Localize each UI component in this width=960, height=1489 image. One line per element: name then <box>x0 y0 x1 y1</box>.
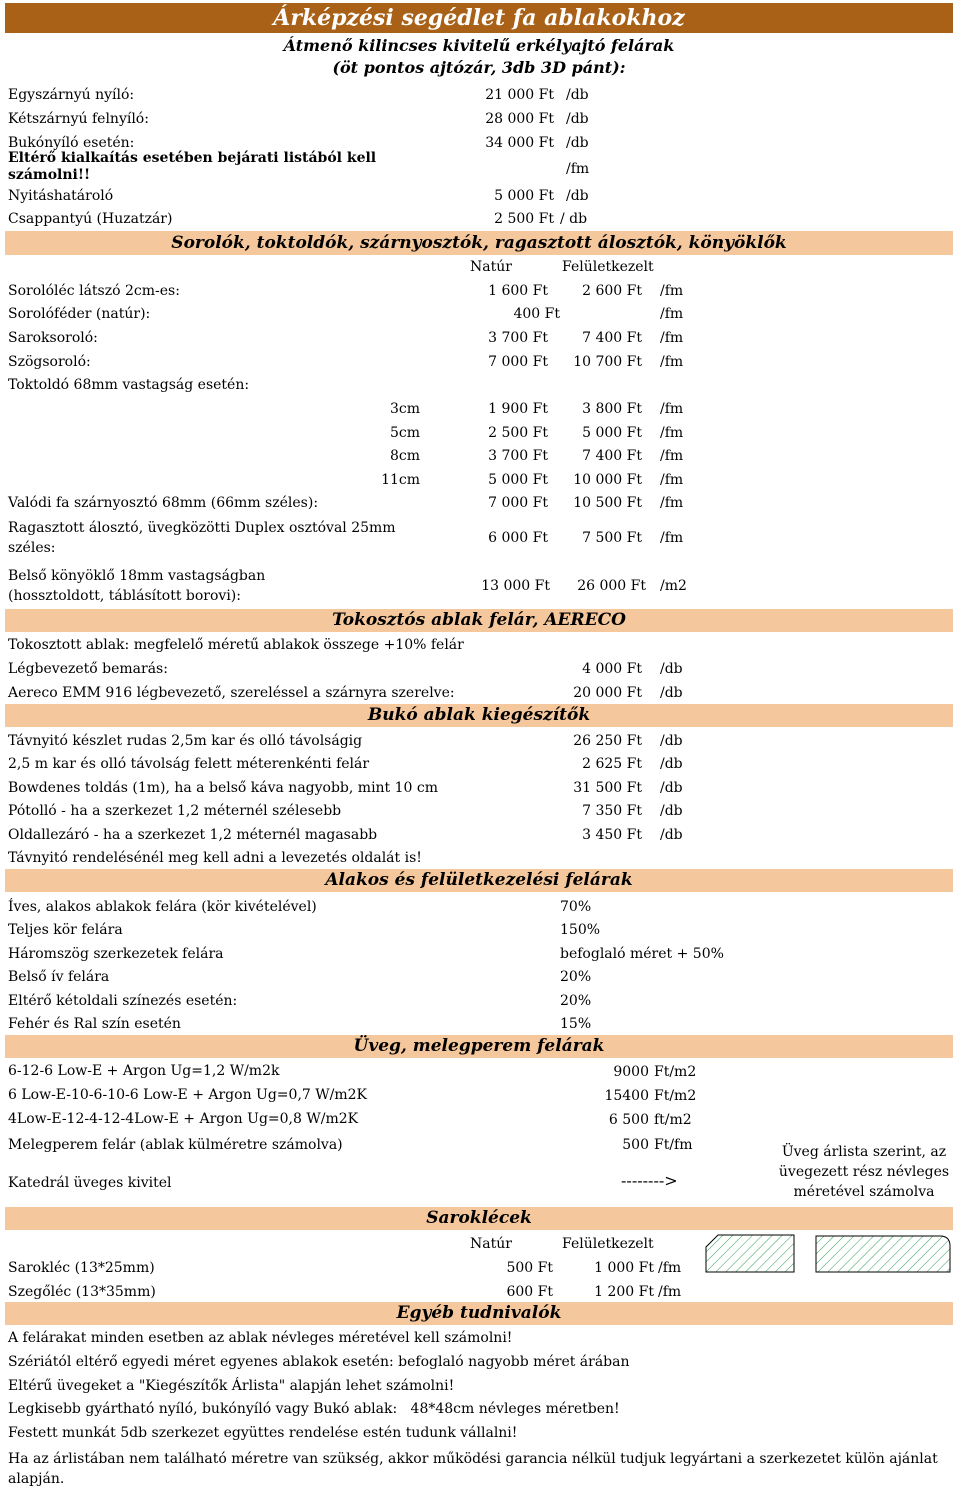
door-price: 21 000 Ft <box>485 87 554 103</box>
col-surface: Felületkezelt <box>562 259 654 275</box>
buko-price: 2 625 Ft <box>582 756 642 772</box>
corner-natur: 600 Ft <box>506 1284 553 1300</box>
bars-label: Saroksoroló: <box>8 330 98 346</box>
door-unit: /db <box>566 111 589 127</box>
glass-label: 4Low-E-12-4-12-4Low-E + Argon Ug=0,8 W/m2K <box>8 1111 359 1127</box>
buko-unit: /db <box>660 827 683 843</box>
glass-price: 15400 <box>604 1088 649 1104</box>
bars-title: Sorolók, toktoldók, szárnyosztók, ragasztott álosztók, könyöklők <box>171 233 787 253</box>
glass-unit: Ft/fm <box>654 1137 693 1153</box>
edge-strip-profile <box>812 1228 954 1278</box>
glass-note: Üveg árlista szerint, az üvegezett rész névleges méretével számolva <box>778 1144 950 1200</box>
title-band <box>5 3 953 33</box>
glass-label: Melegperem felár (ablak külméretre számolva) <box>8 1137 343 1153</box>
corner-band <box>5 1207 953 1230</box>
buko-label: Oldallezáró - ha a szerkezet 1,2 méternél magasabb <box>8 827 378 843</box>
door-unit: / db <box>560 211 588 227</box>
glass-price: 9000 <box>613 1064 649 1080</box>
door-label: Csappantyú (Huzatzár) <box>8 211 173 227</box>
bars-natur: 400 Ft <box>513 306 560 322</box>
buko-unit: /db <box>660 756 683 772</box>
bars-size: 11cm <box>381 472 420 488</box>
door-unit: /db <box>566 188 589 204</box>
other-line: Ha az árlistában nem található méretre van szükség, akkor működési garancia nélkül tudjuk legyártani a szerkezetet külön ajánlat alapján. <box>8 1451 938 1487</box>
door-label: Egyszárnyú nyíló: <box>8 87 135 103</box>
buko-label: Pótolló - ha a szerkezet 1,2 méternél szélesebb <box>8 803 342 819</box>
glass-band <box>5 1035 953 1058</box>
buko-price: 3 450 Ft <box>582 827 642 843</box>
bars-size: 5cm <box>389 425 420 441</box>
door-price: 34 000 Ft <box>485 135 554 151</box>
shape-value: 20% <box>560 993 592 1009</box>
tok-label: Aereco EMM 916 légbevezető, szereléssel a szárnyra szerelve: <box>8 685 455 701</box>
shape-band <box>5 869 953 892</box>
bars-surface: 5 000 Ft <box>582 425 642 441</box>
bars-unit: /fm <box>660 330 684 346</box>
tok-price: 4 000 Ft <box>582 661 642 677</box>
door-price: 28 000 Ft <box>485 111 554 127</box>
bars-natur: 6 000 Ft <box>488 530 548 546</box>
other-title: Egyéb tudnivalók <box>396 1303 562 1323</box>
other-line: Eltérű üvegeket a "Kiegészítők Árlista" alapján lehet számolni! <box>8 1378 455 1394</box>
corner-surface: 1 000 Ft <box>594 1260 654 1276</box>
door-heading-1: Átmenő kilincses kivitelű erkélyajtó felárak <box>283 36 675 55</box>
buko-label: Bowdenes toldás (1m), ha a belső káva nagyobb, mint 10 cm <box>8 780 439 796</box>
bars-surface: 7 500 Ft <box>582 530 642 546</box>
other-line: Festett munkát 5db szerkezet együttes rendelése estén tudunk vállalni! <box>8 1425 518 1441</box>
bars-surface: 26 000 Ft <box>577 578 646 594</box>
shape-value: 15% <box>560 1016 592 1032</box>
shape-title: Alakos és felületkezelési felárak <box>325 870 633 890</box>
buko-unit: /db <box>660 803 683 819</box>
other-line: A felárakat minden esetben az ablak névleges méretével kell számolni! <box>8 1330 513 1346</box>
glass-arrow: --------> <box>621 1171 678 1190</box>
bars-unit: /fm <box>660 530 684 546</box>
shape-label: Fehér és Ral szín esetén <box>8 1016 181 1032</box>
glass-unit: ft/m2 <box>654 1112 692 1128</box>
shape-value: befoglaló méret + 50% <box>560 946 724 962</box>
bars-label: Valódi fa szárnyosztó 68mm (66mm széles): <box>8 495 319 511</box>
corner-col-surface: Felületkezelt <box>562 1236 654 1252</box>
buko-title: Bukó ablak kiegészítők <box>367 705 591 725</box>
other-line: Szériától eltérő egyedi méret egyenes ablakok esetén: befoglaló nagyobb méret árában <box>8 1354 630 1370</box>
bars-size: 8cm <box>389 448 420 464</box>
glass-label: 6 Low-E-10-6-10-6 Low-E + Argon Ug=0,7 W/m2K <box>8 1087 367 1103</box>
buko-price: 31 500 Ft <box>573 780 642 796</box>
bars-label: Toktoldó 68mm vastagság esetén: <box>8 377 250 393</box>
corner-col-natur: Natúr <box>470 1236 512 1252</box>
buko-label: Távnyitó készlet rudas 2,5m kar és olló távolságig <box>8 733 363 749</box>
glass-label: Katedrál üveges kivitel <box>8 1175 172 1191</box>
buko-note: Távnyitó rendelésénél meg kell adni a levezetés oldalát is! <box>8 850 422 866</box>
bars-surface: 10 700 Ft <box>573 354 642 370</box>
shape-value: 70% <box>560 899 592 915</box>
bars-surface: 10 000 Ft <box>573 472 642 488</box>
bars-unit: /fm <box>660 448 684 464</box>
door-heading-2: (öt pontos ajtózár, 3db 3D pánt): <box>332 58 626 77</box>
bars-natur: 13 000 Ft <box>481 578 550 594</box>
other-band <box>5 1302 953 1325</box>
bars-surface: 7 400 Ft <box>582 330 642 346</box>
door-unit: /fm <box>566 161 590 177</box>
tok-title: Tokosztós ablak felár, AERECO <box>332 610 626 630</box>
tok-band <box>5 609 953 632</box>
corner-strip-profile <box>700 1228 800 1278</box>
tok-unit: /db <box>660 661 683 677</box>
page-title: Árképzési segédlet fa ablakokhoz <box>273 5 685 31</box>
bars-unit: /fm <box>660 425 684 441</box>
bars-unit: /fm <box>660 495 684 511</box>
bars-natur: 7 000 Ft <box>488 354 548 370</box>
col-natur: Natúr <box>470 259 512 275</box>
shape-label: Teljes kör felára <box>8 922 123 938</box>
glass-price: 6 500 <box>608 1112 649 1128</box>
tok-price: 20 000 Ft <box>573 685 642 701</box>
bars-unit: /m2 <box>660 578 687 594</box>
bars-natur: 3 700 Ft <box>488 448 548 464</box>
buko-price: 7 350 Ft <box>582 803 642 819</box>
corner-unit: /fm <box>658 1284 682 1300</box>
bars-natur: 1 600 Ft <box>488 283 548 299</box>
door-price: 5 000 Ft <box>494 188 554 204</box>
door-price: 2 500 Ft <box>494 211 554 227</box>
bars-natur: 5 000 Ft <box>488 472 548 488</box>
corner-natur: 500 Ft <box>506 1260 553 1276</box>
bars-size: 3cm <box>389 401 420 417</box>
corner-label: Szegőléc (13*35mm) <box>8 1284 156 1300</box>
bars-natur: 2 500 Ft <box>488 425 548 441</box>
bars-natur: 3 700 Ft <box>488 330 548 346</box>
door-unit: /db <box>566 87 589 103</box>
bars-label: Sorolóféder (natúr): <box>8 306 151 322</box>
tok-label: Tokosztott ablak: megfelelő méretű ablakok összege +10% felár <box>8 637 464 653</box>
glass-unit: Ft/m2 <box>654 1064 697 1080</box>
bars-natur: 7 000 Ft <box>488 495 548 511</box>
corner-unit: /fm <box>658 1260 682 1276</box>
shape-value: 150% <box>560 922 601 938</box>
shape-label: Belső ív felára <box>8 969 110 985</box>
bars-unit: /fm <box>660 306 684 322</box>
other-line: Legkisebb gyártható nyíló, bukónyíló vagy Bukó ablak: 48*48cm névleges méretben! <box>8 1401 620 1417</box>
door-label: Nyitáshatároló <box>8 188 114 204</box>
bars-surface: 3 800 Ft <box>582 401 642 417</box>
bars-label: Sorolóléc látszó 2cm-es: <box>8 283 180 299</box>
glass-label: 6-12-6 Low-E + Argon Ug=1,2 W/m2k <box>8 1063 280 1079</box>
tok-label: Légbevezető bemarás: <box>8 661 168 677</box>
corner-title: Saroklécek <box>426 1208 532 1228</box>
buko-unit: /db <box>660 733 683 749</box>
door-unit: /db <box>566 135 589 151</box>
bars-label: Szögsoroló: <box>8 354 91 370</box>
bars-surface: 7 400 Ft <box>582 448 642 464</box>
bars-band <box>5 231 953 255</box>
door-label: Kétszárnyú felnyíló: <box>8 111 149 127</box>
bars-natur: 1 900 Ft <box>488 401 548 417</box>
bars-label: Belső könyöklő 18mm vastagságban (hossztoldott, táblásított borovi): <box>8 568 266 604</box>
buko-price: 26 250 Ft <box>573 733 642 749</box>
glass-title: Üveg, melegperem felárak <box>353 1036 605 1056</box>
buko-band <box>5 704 953 727</box>
glass-price: 500 <box>622 1137 649 1153</box>
shape-label: Háromszög szerkezetek felára <box>8 946 224 962</box>
tok-unit: /db <box>660 685 683 701</box>
corner-label: Sarokléc (13*25mm) <box>8 1260 155 1276</box>
glass-unit: Ft/m2 <box>654 1088 697 1104</box>
bars-unit: /fm <box>660 401 684 417</box>
corner-surface: 1 200 Ft <box>594 1284 654 1300</box>
bars-surface: 10 500 Ft <box>573 495 642 511</box>
buko-unit: /db <box>660 780 683 796</box>
shape-label: Eltérő kétoldali színezés esetén: <box>8 993 238 1009</box>
bars-label: Ragasztott álosztó, üvegközötti Duplex osztóval 25mm széles: <box>8 520 396 556</box>
shape-label: Íves, alakos ablakok felára (kör kivételével) <box>8 899 317 915</box>
shape-value: 20% <box>560 969 592 985</box>
door-warning: Eltérő kialkaítás esetében bejárati listából kell számolni!! <box>8 150 377 183</box>
bars-surface: 2 600 Ft <box>582 283 642 299</box>
door-label: Bukónyíló esetén: <box>8 135 135 151</box>
bars-unit: /fm <box>660 283 684 299</box>
bars-unit: /fm <box>660 354 684 370</box>
bars-unit: /fm <box>660 472 684 488</box>
buko-label: 2,5 m kar és olló távolság felett méterenkénti felár <box>8 756 370 772</box>
